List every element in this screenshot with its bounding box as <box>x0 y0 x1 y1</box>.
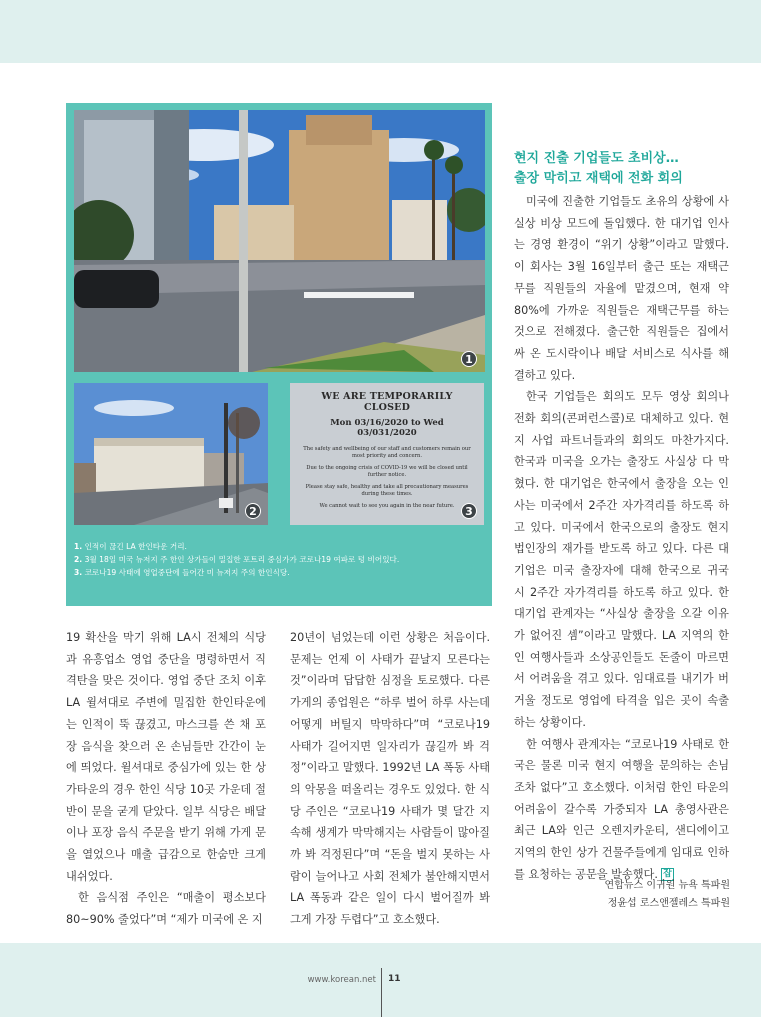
sidebar-heading <box>514 149 734 189</box>
caption-number: 3. <box>74 568 83 577</box>
body-paragraph: 20년이 넘었는데 이런 상황은 처음이다. 문제는 언제 이 사태가 끝날지 모른다는 것”이라며 답답한 심정을 토로했다. 다른 가게의 종업원은 “하루 벌어 하루 사는데 어떻게 버틸지 막막하다”며 “코로나19 사태가 길어지면 일자리가 끊길까 봐 걱정”이라고 말했다. 1992년 LA 폭동 사태의 악몽을 떠올리는 경우도 있었다. 한 식당 주인은 “코로나19 사태가 몇 달간 지속해 생계가 막막해지는 사람들이 많아질까 봐 걱정된다”며 “돈을 벌지 못하는 사람이 늘어나고 사회 전체가 불안해지면서 LA 폭동과 같은 일이 다시 벌어질까 봐 그게 가장 두렵다”고 호소했다. <box>290 631 490 927</box>
photo-panel <box>66 103 492 606</box>
sidebar-paragraph-text: 한 여행사 관계자는 “코로나19 사태로 한국은 물론 미국 현지 여행을 문의하는 손님조차 없다”고 호소했다. 이처럼 한인 타운의 어려움이 갈수록 가중되자 LA 총영사관은 최근 LA와 인근 오렌지카운티, 샌디에이고 지역의 한인 상가 건물주들에게 임대료 인하를 요청하는 공문을 발송했다. <box>514 737 729 881</box>
photo3-badge: 3 <box>461 503 477 519</box>
footer-divider <box>381 968 382 1017</box>
sidebar-paragraph: 미국에 진출한 기업들도 초유의 상황에 사실상 비상 모드에 돌입했다. 한 대기업 인사는 경영 환경이 “위기 상황”이라고 말했다. 이 회사는 3월 16일부터 출근 또는 재택근무를 직원들의 자율에 맡겼으며, 현재 약 80%에 가까운 직원들은 재택근무를 하는 것으로 전해졌다. 출근한 직원들은 집에서 싸 온 도시락이나 배달 서비스로 식사를 해결하고 있다. <box>514 195 729 382</box>
sign-text-covid: Due to the ongoing crisis of COVID-19 we will be closed until further notice. <box>306 465 468 479</box>
body-paragraph: 19 확산을 막기 위해 LA시 전체의 식당과 유흥업소 영업 중단을 명령하면서 직격탄을 맞은 것이다. 영업 중단 조치 이후 LA 윌셔대로 주변에 밀집한 한인타운에는 인적이 뚝 끊겼고, 마스크를 쓴 채 포장 음식을 찾으러 온 손님들만 간간이 눈에 띄었다. 윌셔대로 중심가에 있는 한 상가타운의 경우 한인 식당 10곳 가운데 절반이 문을 굳게 닫았다. 일부 식당은 배달이나 포장 음식 주문을 받기 위해 가게 문을 열었으나 매출 급감으로 한숨만 크게 내쉬었다. <box>66 631 266 883</box>
sign-text-stay-safe: Please stay safe, healthy and take all precautionary measures during these times. <box>305 484 469 498</box>
sign-text-see-you: We cannot wait to see you again in the near future. <box>319 503 455 510</box>
footer-site-url: www.korean.net <box>307 975 376 985</box>
photo-captions <box>74 540 484 579</box>
body-paragraph: 한 음식점 주인은 “매출이 평소보다 80~90% 줄었다”며 “제가 미국에 온 지 <box>66 891 266 927</box>
sign-dates: Mon 03/16/2020 to Wed 03/031/2020 <box>330 418 444 438</box>
caption-2 <box>74 553 484 566</box>
caption-number: 2. <box>74 555 83 564</box>
byline-reporter-1: 연합뉴스 이귀원 뉴욕 특파원 <box>604 880 730 891</box>
caption-text: 코로나19 사태에 영업중단에 들어간 미 뉴저지 주의 한인식당. <box>82 568 290 577</box>
body-column-2 <box>290 627 490 931</box>
caption-text: 인적이 끊긴 LA 한인타운 거리. <box>82 542 187 551</box>
sidebar-heading-line1: 현지 진출 기업들도 초비상… <box>514 151 679 166</box>
top-band <box>0 0 761 63</box>
photo-fort-lee-street <box>74 383 268 525</box>
sign-text-safety: The safety and wellbeing of our staff and customers remain our most priority and concern. <box>303 446 471 460</box>
sidebar-paragraph: 한국 기업들은 회의도 모두 영상 회의나 전화 회의(콘퍼런스콜)로 대체하고 있다. 현지 사업 파트너들과의 회의도 마찬가지다. 한국과 미국을 오가는 출장도 사실상 다 막혔다. 한 대기업은 한국에서 출장을 오는 인사는 미국에서 2주간 자가격리를 하도록 하고 있다. 미국에서 한국으로의 출장도 현지 법인장의 재가를 받도록 하고 있다. 다른 대기업은 미국 출장자에 대해 한국으로 귀국 시 2주간 자가격리를 하도록 하고 있다. 한 대기업 관계자는 “사실상 출장을 오갈 이유가 없어진 셈”이라고 말했다. LA 지역의 한인 여행사들과 소상공인들도 돈줄이 마르면서 어려움을 겪고 있다. 임대료를 내기가 버거울 정도로 영업에 타격을 입은 곳이 속출하는 상황이다. <box>514 390 729 729</box>
photo-la-street <box>74 110 485 372</box>
caption-1 <box>74 540 484 553</box>
photo2-badge: 2 <box>245 503 261 519</box>
sidebar-heading-line2: 출장 막히고 재택에 전화 회의 <box>514 171 683 186</box>
closed-sign <box>302 391 472 510</box>
caption-3 <box>74 566 484 579</box>
caption-number: 1. <box>74 542 83 551</box>
body-column-1 <box>66 627 266 931</box>
page-number: 11 <box>388 974 401 984</box>
sign-title: WE ARE TEMPORARILY CLOSED <box>321 391 453 413</box>
sidebar-paragraph <box>514 734 729 886</box>
sidebar-column <box>514 191 729 886</box>
byline-reporter-2: 정윤섭 로스앤젤레스 특파원 <box>607 898 730 909</box>
caption-text: 3월 18일 미국 뉴저지 주 한인 상가들이 밀집한 포트리 중심가가 코로나19 여파로 텅 비어있다. <box>82 555 400 564</box>
end-mark-icon: 잡 <box>661 868 674 881</box>
photo-closed-sign <box>290 383 484 525</box>
photo1-badge: 1 <box>461 351 477 367</box>
